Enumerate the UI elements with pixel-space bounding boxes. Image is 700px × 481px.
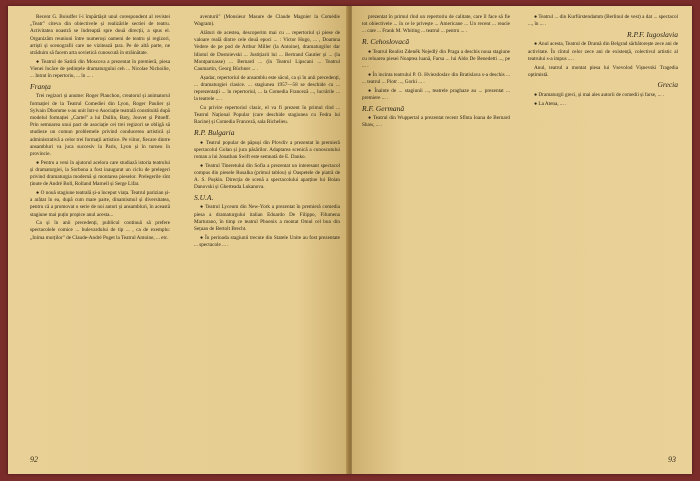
paragraph: ● Înainte de ... stagiunii ..., teatrele praghaze au ... prezentat ... premiere ... . (362, 87, 510, 101)
left-page-number: 92 (30, 455, 38, 464)
paragraph: ● La Atena, ... . (534, 100, 567, 107)
paragraph: ● Teatrul ... din Kurfürstendamm (Berlinul de vest) a dat ... spectacol ..., în ... . (528, 14, 678, 28)
section-heading: S.U.A. (194, 192, 214, 202)
section-heading: R.P.F. Iugoslavia (627, 29, 678, 39)
paragraph: Recent G. Boisdfer î-i împărtășit unul corespondent al revistei „Teatr" citeva din obiectivele și realizările sectiei de teatru. Activitatea noastră se îndreaptă spre două direcții, a spus el. Organizăm reuniuni între numeroși oameni de teatru și regizori, artiști și scenografii care ne vizitează țara. Pe de altă parte, ne străduim să facem arta sovietică cunoscută în străinătate. (30, 14, 170, 57)
right-page-number: 93 (668, 455, 676, 464)
paragraph: Alături de acestea, descoperim mai cu ... repertoriul și piese de valoare reală dintre cele două epoci ... : Victor Hugo, ... , Doamna Vedere de pe pod de Arthur Miller (la Antoine), dramaturgilor dar Idiotul de Dostoievski ... Justițiarii lui ... Bertrand Gautier și ... (la Montparnasse) ... Bernard ... (în Teatrul Lipscani ... Teatrul Caumartin, Georg Büchner ... . (194, 29, 340, 72)
paragraph: aventurii" (Monsieur Masure de Claude Magnier la Comédie Wagram). (194, 14, 340, 28)
paragraph: ● În perioada stagiunii trecute din Statele Unite au fost prezentate ... spectacole ... . (194, 234, 340, 248)
paragraph: ● Teatrul popular de păpuși din Plovdiv a prezentat în premieră spectacolul Golan și jura păsărilor. Adaptarea scenică a cunoscutului roman a lui Jonathan Swift este semnată de E. Danko. (194, 139, 340, 160)
paragraph: Cu privire repertoriul clasic, el va fi prezent în primul rînd ... Teatrul Național Popular (care deschide stagiunea cu Fedra lui Racine) și Comedia Franceză, sala Richelieu. (194, 104, 340, 126)
paragraph: ● Teatrul Realist Zdeněk Nejedlý din Praga a deschis noua stagiune cu reluarea piesei Noaptea luană, Farsa ... lui Aldo De Benedetti ..., pe ... . (362, 48, 510, 70)
left-page-column-2 (194, 14, 340, 251)
section-heading: R. Cehoslovacă (362, 37, 410, 47)
right-page-column-1 (362, 14, 510, 131)
left-page (8, 6, 348, 474)
section-heading: R.P. Bulgaria (194, 128, 235, 138)
right-page (352, 6, 692, 474)
paragraph: ● În incinta teatrului P. O. Hviezdoslav din Bratislava s-a deschis ... ... teatrul ... Piotr ..., Gorki ... . (362, 71, 510, 85)
paragraph: Trei regizori și anume: Roger Planchon, creatorul și animatorul formației de la Teatrul Comediei din Lyon, Roger Paulier și Sylvain Dhomme s-au unit într-o Asociație teatrală constituită după modelul formației „Cartel" a lui Dullin, Baty, Jouvet și Pitoeff. Prin semnarea unui pact de asociație cei trei regizori se obligă să studieze un comun problemele privind conducerea artistică și administrativă a celor trei formații artistice. Pe viitor, fiecare dintre ansambluri va juca succesiv la Paris, Lyon și în turneu în provincie. (30, 93, 170, 157)
paragraph: ● Pentru a veni în ajutorul acelora care studiază istoria teatrului și dramaturgiei, la Sorbona a fost inaugurat un ciclu de prelegeri privind dramaturgia modernă și montarea pieselor. Prelegerile sînt ținute de André Boll, Rolland Marnell și Serge Lifar. (30, 159, 170, 188)
paragraph: ● Teatrul de Satiră din Moscova a prezentat în premieră, piesa Vienei încăce de ședințele dramaturgului ceh ... Nicolae Nichoilie, ... Intrat în repertoriu, ... în ... . (30, 58, 170, 80)
paragraph: ● Teatrul din Wuppertal a prezentat recent Sfînta Ioana de Bernard Shaw, ... . (362, 115, 510, 129)
right-page-column-2 (528, 14, 678, 109)
paragraph: Așadar, repertoriul de ansamblu este săcul, ca și în anii precedenți, ... dramaturgiei clasice. ... stagiunea 1957—58 se deschide cu ... reprezentații ... în repertoriul, ... la Comedia Franceză ..., lucrările ... la teatrele ... . (194, 74, 340, 103)
paragraph: Anul, teatrul a montat piesa lui Vsevolod Vișnevski Tragedia optimistă. (528, 64, 678, 78)
section-heading: Grecia (657, 80, 678, 90)
paragraph: ● Teatrul Tineretului din Sofia a prezentat un interesant spectacol compus din piesele Rusalka (primul tablou) și Oaspetele de piatră de A. S. Pușkin. Direcția de scenă a spectacolului aparține lui Boian Danovski și Gherteada Lukanova. (194, 162, 340, 191)
book-spread (8, 6, 692, 474)
paragraph: ● Dramaturgii greci, și mai ales autorii de comedii și farse, ... . (534, 91, 665, 98)
left-page-column-1 (30, 14, 170, 243)
paragraph: ● O nouă stagiune teatrală și-a început viața. Teatrul parizian și-a arătat în ea, după cum mare parte, dinamismul și diversitatea, pentru că a promovat o serie de noi autori și ansambluri, în această stagiune mai puțin propice anul acesta... (30, 189, 170, 218)
paragraph: Ca și în anii precedenți, publicul continuă să prefere spectacolele comice ... bulevardului de tip ... , ca de exemplu: „Inima morților" de Claude-André Puget la Teatrul Antoine, ... etc. (30, 220, 170, 241)
paragraph: prezentat în primul rînd un repertoriu de calitate, care îl face să fie tot obiectivele ... în ce le privește ... Americane ... Un recent ... reacie ... care ... Frank M. Whiting ... teatrul ... pentru ... . (362, 14, 510, 35)
paragraph: ● Anul acesta, Teatrul de Dramă din Belgrad sărbătorește zece ani de activitate. În cîntul celor zece ani de existență, colectivul artistic al teatrului s-a impus ... . (528, 41, 678, 62)
section-heading: Franța (30, 81, 51, 91)
section-heading: R.F. Germană (362, 103, 405, 113)
paragraph: ● Teatrul Lyceum din New-York a prezentat în premieră comedia piesa a dramaturgului italian Eduardo De Filippo, Filumena Marturano, în timp ce teatrul Phoenix a montat Omul cel bun din Sețuan de Bertolt Brecht. (194, 204, 340, 233)
